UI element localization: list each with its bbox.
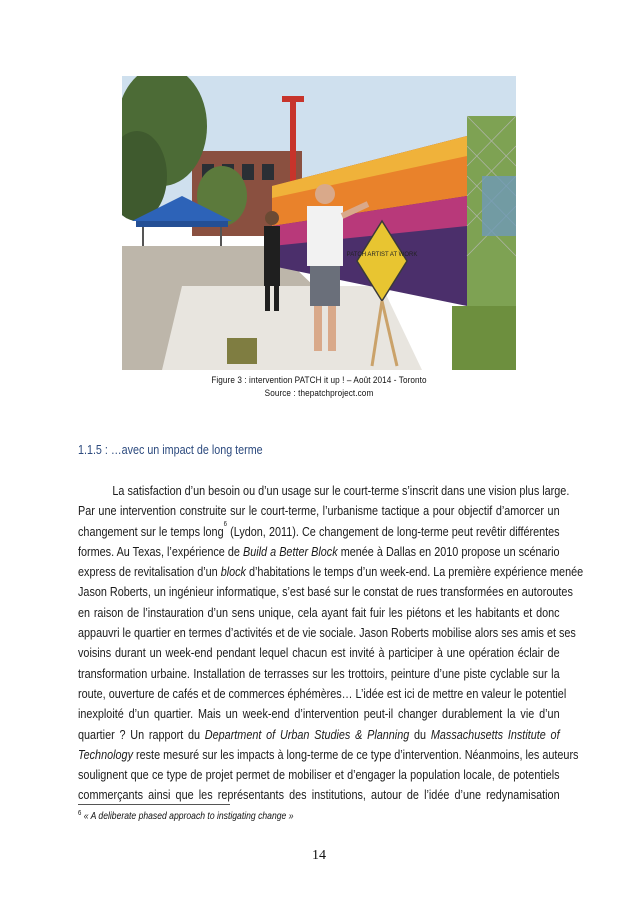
- sign-label: PATCH ARTIST AT WORK: [346, 252, 418, 258]
- page-number: 14: [312, 848, 326, 863]
- figure-source: Source : thepatchproject.com: [264, 388, 374, 399]
- footnote-number: 6: [78, 810, 82, 817]
- street-mural-photo: [122, 76, 516, 370]
- body-line: Technology reste mesuré sur les impacts à long-terme de ce type d’intervention. Néanmoins, les auteurs: [78, 747, 579, 762]
- body-line: route, ouverture de cafés et de commerces éphémères… L’idée est ici de mettre en valeur le potentiel: [78, 686, 567, 701]
- body-line: Jason Roberts, un ingénieur informatique, s’est basé sur le constat de rues transformées en autoroutes: [78, 585, 573, 600]
- figure-caption: Figure 3 : intervention PATCH it up ! – Août 2014 - Toronto: [211, 375, 427, 386]
- body-line: soulignent que ce type de projet permet de mobiliser et d’engager la population locale, de potentiels: [78, 768, 560, 783]
- footnote-ref[interactable]: 6: [223, 520, 227, 528]
- body-line: express de revitalisation d’un block d’habitations le temps d’un week-end. La première expérience menée: [78, 565, 584, 580]
- body-line: changement sur le temps long$^6$ (Lydon, 2011). Ce changement de long-terme peut revêtir différentes: [78, 520, 560, 539]
- body-line: commerçants ainsi que les représentants des institutions, autour de l’idée d’une redynamisation: [78, 788, 560, 803]
- body-line: transformation urbaine. Installation de terrasses sur les trottoirs, peinture d’une piste cyclable sur la: [78, 666, 560, 681]
- body-line: appauvri le quartier en termes d’activités et de vie sociale. Jason Roberts mobilise alors ses amis et ses: [78, 626, 576, 641]
- body-line: en raison de l’instauration d’un sens unique, cela ayant fait fuir les piétons et les habitants et donc: [78, 605, 560, 620]
- figure-photo: [122, 76, 516, 370]
- body-line: La satisfaction d’un besoin ou d’un usage sur le court-terme s’inscrit dans une vision plus large.: [112, 484, 570, 498]
- body-line: quartier ? Un rapport du Department of Urban Studies & Planning du Massachusetts Institute of: [78, 727, 560, 742]
- footnote-text: « A deliberate phased approach to instigating change »: [81, 811, 294, 822]
- footnote: [78, 811, 293, 822]
- body-line: voisins durant un week-end pendant lequel chacun est invité à participer à une opération éclair de: [78, 646, 560, 661]
- section-heading: 1.1.5 : …avec un impact de long terme: [78, 443, 263, 457]
- body-line: Par une intervention construite sur le court-terme, l’urbanisme tactique a pour objectif d’amorcer un: [78, 504, 560, 519]
- body-line: formes. Au Texas, l’expérience de Build a Better Block menée à Dallas en 2010 propose un scénario: [78, 544, 560, 559]
- body-paragraph: [78, 481, 584, 806]
- body-line: inexploité d’un quartier. Mais un week-end d’intervention peut-il changer durablement la vie d’un: [78, 707, 560, 722]
- footnote-divider: [78, 804, 230, 805]
